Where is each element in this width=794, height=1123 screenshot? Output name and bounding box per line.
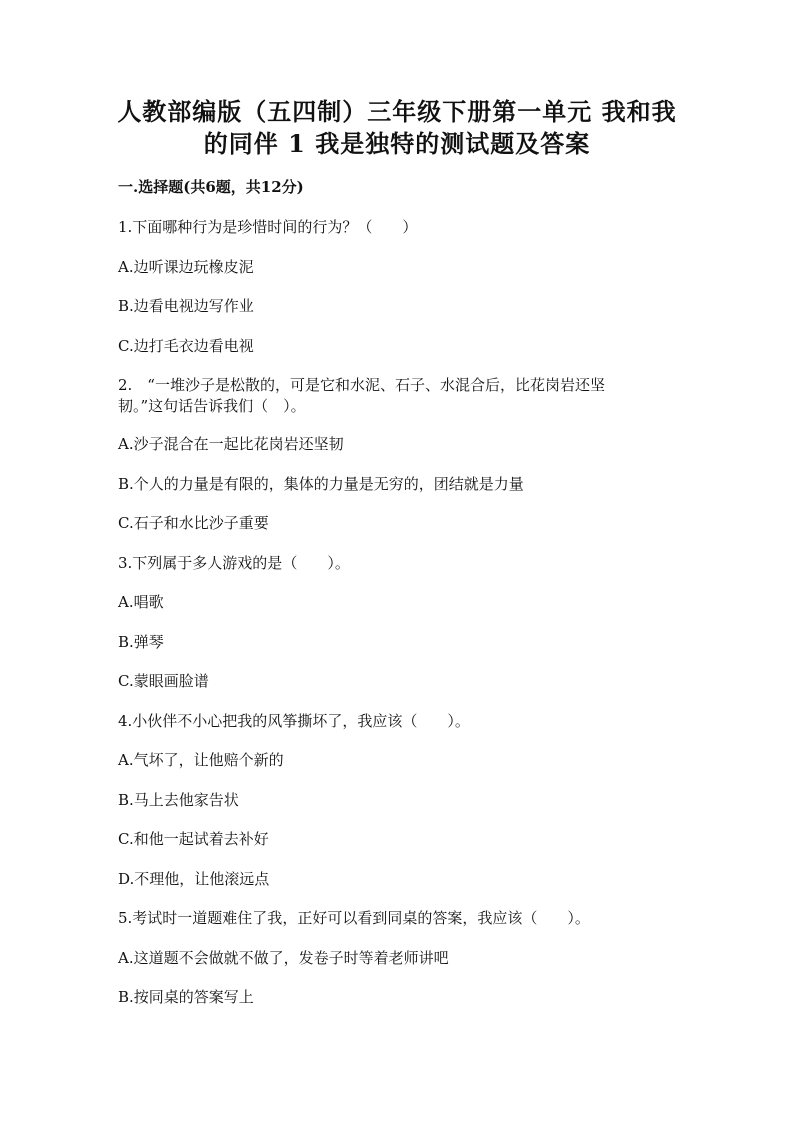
question-1-stem: 1.下面哪种行为是珍惜时间的行为？（ ） [118, 218, 418, 236]
section-heading: 一.选择题(共6题，共12分) [118, 178, 304, 196]
question-5-stem: 5.考试时一道题难住了我，正好可以看到同桌的答案，我应该（ ）。 [118, 909, 590, 927]
question-1-option-b: B.边看电视边写作业 [118, 297, 254, 315]
question-4-option-b: B.马上去他家告状 [118, 791, 239, 809]
question-2-option-a: A.沙子混合在一起比花岗岩还坚韧 [118, 435, 344, 453]
question-2-stem-line-1: 2. “一堆沙子是松散的，可是它和水泥、石子、水混合后，比花岗岩还坚 [118, 376, 605, 394]
question-4-option-d: D.不理他，让他滚远点 [118, 870, 270, 888]
question-3-option-c: C.蒙眼画脸谱 [118, 672, 209, 690]
title-line-1: 人教部编版（五四制）三年级下册第一单元 我和我 [117, 97, 677, 126]
question-2-option-b: B.个人的力量是有限的，集体的力量是无穷的，团结就是力量 [118, 475, 524, 493]
question-3-option-a: A.唱歌 [118, 593, 164, 611]
question-3-option-b: B.弹琴 [118, 633, 164, 651]
question-4-stem: 4.小伙伴不小心把我的风筝撕坏了，我应该（ ）。 [118, 712, 470, 730]
question-3-stem: 3.下列属于多人游戏的是（ ）。 [118, 554, 350, 572]
question-2-option-c: C.石子和水比沙子重要 [118, 514, 269, 532]
question-5-option-a: A.这道题不会做就不做了，发卷子时等着老师讲吧 [118, 949, 449, 967]
question-5-option-b: B.按同桌的答案写上 [118, 988, 254, 1006]
question-4-option-c: C.和他一起试着去补好 [118, 830, 269, 848]
question-4-option-a: A.气坏了，让他赔个新的 [118, 751, 284, 769]
title-line-2: 的同伴 1 我是独特的测试题及答案 [203, 129, 591, 158]
question-2-stem-line-2: 韧。”这句话告诉我们（ ）。 [118, 397, 306, 415]
question-1-option-a: A.边听课边玩橡皮泥 [118, 258, 254, 276]
question-1-option-c: C.边打毛衣边看电视 [118, 337, 254, 355]
